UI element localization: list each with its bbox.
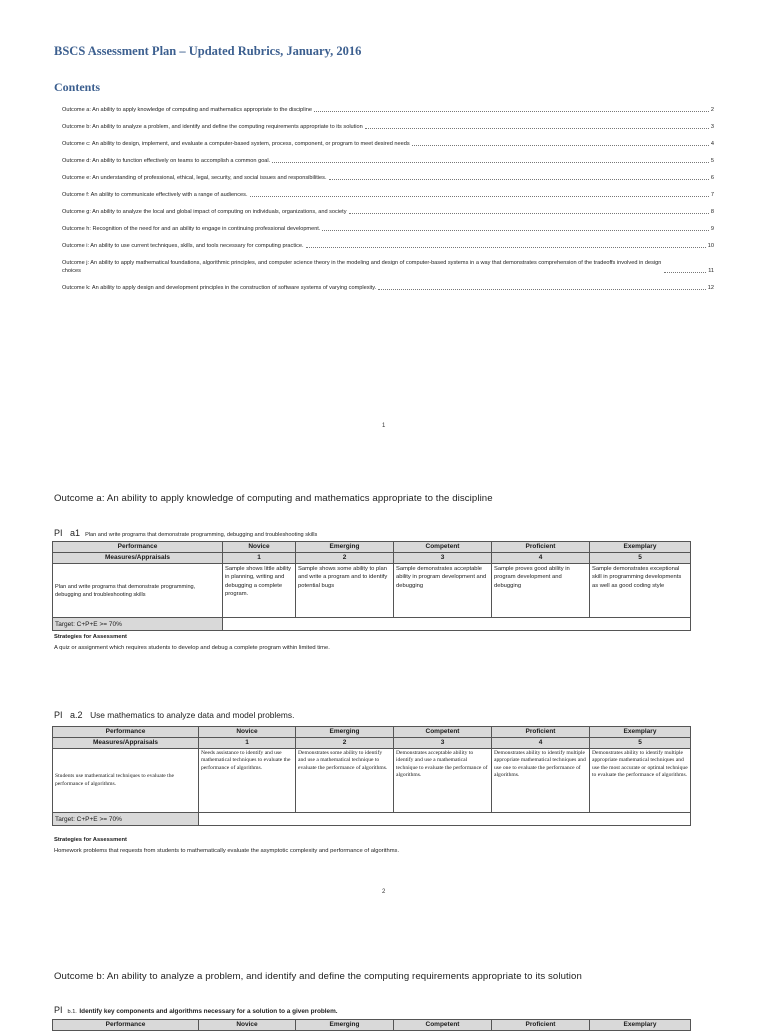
- target-text: Target: C+P+E >= 70%: [53, 618, 223, 631]
- toc-leader: [314, 111, 709, 112]
- level-emerging-text: Demonstrates some ability to identify and use a mathematical technique to evaluate the performance of algorithms.: [296, 749, 394, 813]
- strategies-text-a1: A quiz or assignment which requires students to develop and debug a complete program within limited time.: [54, 645, 330, 651]
- page-number: 1: [382, 423, 386, 429]
- performance-description: Students use mathematical techniques to evaluate the performance of algorithms.: [53, 749, 199, 813]
- level-competent-text: Sample demonstrates acceptable ability in program development and debugging: [394, 564, 492, 618]
- toc-entry-a[interactable]: [62, 97, 714, 114]
- toc-entry-text: Outcome a: An ability to apply knowledge of computing and mathematics appropriate to the discipline: [62, 107, 312, 113]
- toc-entry-text: Outcome j: An ability to apply mathematical foundations, algorithmic principles, and computer science theory in the modeling and design of computer-based systems in a way that demonstrates comprehension of the tradeoffs involved in design choices: [62, 260, 662, 274]
- toc-entry-text: Outcome g: An ability to analyze the local and global impact of computing on individuals, organizations, and society: [62, 209, 347, 215]
- toc-entry-text: Outcome c: An ability to design, implement, and evaluate a computer-based system, process, component, or program to meet desired needs: [62, 141, 410, 147]
- toc-entry-page: 10: [707, 243, 714, 249]
- level-number: 1: [199, 738, 296, 749]
- pi-text: Identify key components and algorithms necessary for a solution to a given problem.: [79, 1008, 338, 1015]
- toc-leader: [349, 213, 709, 214]
- strategies-heading-a1: Strategies for Assessment: [54, 634, 127, 640]
- level-number: 1: [223, 553, 296, 564]
- level-novice-text: Needs assistance to identify and use mathematical techniques to evaluate the performance of algorithms.: [199, 749, 296, 813]
- pi-code: a.2: [70, 710, 83, 720]
- document-title: BSCS Assessment Plan – Updated Rubrics, January, 2016: [54, 44, 362, 58]
- target-empty: [199, 813, 691, 826]
- toc-leader: [322, 230, 708, 231]
- level-competent-text: Demonstrates acceptable ability to identify and use a mathematical technique to evaluate the performance of algorithms.: [394, 749, 492, 813]
- rubric-subheader-row: [53, 553, 691, 564]
- pi-a2-heading: [54, 710, 294, 720]
- header-competent: Competent: [394, 727, 492, 738]
- toc-entry-text: Outcome h: Recognition of the need for and an ability to engage in continuing professional development.: [62, 226, 321, 232]
- header-novice: Novice: [223, 542, 296, 553]
- level-emerging-text: Sample shows some ability to plan and write a program and to identify potential bugs: [296, 564, 394, 618]
- toc-entry-page: 4: [710, 141, 714, 147]
- target-text: Target: C+P+E >= 70%: [53, 813, 199, 826]
- level-number: 3: [394, 553, 492, 564]
- header-emerging: Emerging: [296, 542, 394, 553]
- toc-entry-i[interactable]: [62, 233, 714, 250]
- toc-entry-b[interactable]: [62, 114, 714, 131]
- level-number: 2: [296, 553, 394, 564]
- toc-entry-e[interactable]: [62, 165, 714, 182]
- rubric-body-row: [53, 749, 691, 813]
- header-performance: Performance: [53, 1020, 199, 1031]
- pi-a1-heading: [54, 528, 317, 538]
- pi-b1-heading: [54, 1005, 338, 1015]
- toc-entry-text: Outcome k: An ability to apply design and development principles in the construction of software systems of varying complexity.: [62, 285, 377, 291]
- toc-entry-page: 6: [710, 175, 714, 181]
- toc-entry-page: 12: [707, 285, 714, 291]
- header-competent: Competent: [394, 542, 492, 553]
- toc-entry-page: 8: [710, 209, 714, 215]
- rubric-target-row: [53, 618, 691, 631]
- toc-entry-f[interactable]: [62, 182, 714, 199]
- level-number: 5: [590, 553, 691, 564]
- header-proficient: Proficient: [492, 727, 590, 738]
- pi-label: PI: [54, 710, 63, 720]
- toc-leader: [329, 179, 709, 180]
- performance-description: Plan and write programs that demonstrate programming, debugging and troubleshooting skills: [53, 564, 223, 618]
- toc-leader: [365, 128, 709, 129]
- level-exemplary-text: Demonstrates ability to identify multiple appropriate mathematical techniques and use the most accurate or optimal technique to evaluate the performance of algorithms.: [590, 749, 691, 813]
- level-number: 3: [394, 738, 492, 749]
- toc-entry-j[interactable]: [62, 250, 714, 275]
- pi-code: b.1.: [67, 1009, 77, 1015]
- toc-entry-text: Outcome i: An ability to use current techniques, skills, and tools necessary for computing practice.: [62, 243, 304, 249]
- toc-leader: [664, 272, 706, 273]
- pi-label: PI: [54, 528, 63, 538]
- target-empty: [223, 618, 691, 631]
- rubric-target-row: [53, 813, 691, 826]
- header-novice: Novice: [199, 727, 296, 738]
- header-proficient: Proficient: [492, 1020, 590, 1031]
- rubric-header-row: [53, 1020, 691, 1031]
- level-proficient-text: Sample proves good ability in program development and debugging: [492, 564, 590, 618]
- level-novice-text: Sample shows little ability in planning, writing and debugging a complete program.: [223, 564, 296, 618]
- rubric-table-a1: [52, 541, 691, 631]
- page-number: 2: [382, 889, 386, 895]
- level-number: 4: [492, 738, 590, 749]
- header-exemplary: Exemplary: [590, 542, 691, 553]
- toc-entry-k[interactable]: [62, 275, 714, 292]
- strategies-text-a2: Homework problems that requests from students to mathematically evaluate the asymptotic complexity and performance of algorithms.: [54, 848, 400, 854]
- header-exemplary: Exemplary: [590, 1020, 691, 1031]
- rubric-header-row: [53, 727, 691, 738]
- pi-text: Use mathematics to analyze data and model problems.: [90, 710, 295, 720]
- outcome-b-heading: Outcome b: An ability to analyze a problem, and identify and define the computing requirements appropriate to its solution: [54, 971, 582, 982]
- contents-heading: Contents: [54, 80, 101, 94]
- rubric-table-a2: [52, 726, 691, 826]
- level-exemplary-text: Sample demonstrates exceptional skill in programming developments as well as good coding style: [590, 564, 691, 618]
- toc-entry-page: 11: [708, 268, 714, 274]
- rubric-body-row: [53, 564, 691, 618]
- rubric-header-row: [53, 542, 691, 553]
- toc-leader: [250, 196, 709, 197]
- rubric-subheader-row: [53, 738, 691, 749]
- toc-entry-d[interactable]: [62, 148, 714, 165]
- toc-entry-page: 2: [710, 107, 714, 113]
- toc-entry-g[interactable]: [62, 199, 714, 216]
- rubric-table-b1: [52, 1019, 691, 1031]
- pi-label: PI: [54, 1005, 63, 1015]
- toc-entry-page: 3: [710, 124, 714, 130]
- toc-leader: [412, 145, 709, 146]
- toc-entry-text: Outcome f: An ability to communicate effectively with a range of audiences.: [62, 192, 248, 198]
- header-performance: Performance: [53, 542, 223, 553]
- header-emerging: Emerging: [296, 727, 394, 738]
- toc-entry-h[interactable]: [62, 216, 714, 233]
- toc-entry-text: Outcome d: An ability to function effectively on teams to accomplish a common goal.: [62, 158, 271, 164]
- toc-leader: [272, 162, 709, 163]
- toc-leader: [306, 247, 706, 248]
- subheader-measures: Measures/Appraisals: [53, 738, 199, 749]
- level-number: 5: [590, 738, 691, 749]
- header-proficient: Proficient: [492, 542, 590, 553]
- outcome-a-heading: Outcome a: An ability to apply knowledge of computing and mathematics appropriate to the discipline: [54, 493, 493, 504]
- level-number: 2: [296, 738, 394, 749]
- header-exemplary: Exemplary: [590, 727, 691, 738]
- toc-entry-text: Outcome b: An ability to analyze a problem, and identify and define the computing requirements appropriate to its solution: [62, 124, 363, 130]
- header-competent: Competent: [394, 1020, 492, 1031]
- table-of-contents: [62, 97, 714, 292]
- pi-code: a1: [70, 528, 81, 538]
- subheader-measures: Measures/Appraisals: [53, 553, 223, 564]
- header-emerging: Emerging: [296, 1020, 394, 1031]
- toc-entry-text: Outcome e: An understanding of professional, ethical, legal, security, and social issues and responsibilities.: [62, 175, 327, 181]
- strategies-heading-a2: Strategies for Assessment: [54, 837, 127, 843]
- toc-entry-c[interactable]: [62, 131, 714, 148]
- toc-leader: [378, 289, 706, 290]
- toc-entry-page: 9: [710, 226, 714, 232]
- header-performance: Performance: [53, 727, 199, 738]
- header-novice: Novice: [199, 1020, 296, 1031]
- pi-text: Plan and write programs that demonstrate programming, debugging and troubleshooting skills: [85, 532, 318, 538]
- toc-entry-page: 7: [710, 192, 714, 198]
- toc-entry-page: 5: [710, 158, 714, 164]
- level-proficient-text: Demonstrates ability to identify multiple appropriate mathematical techniques and use one to evaluate the performance of algorithms.: [492, 749, 590, 813]
- level-number: 4: [492, 553, 590, 564]
